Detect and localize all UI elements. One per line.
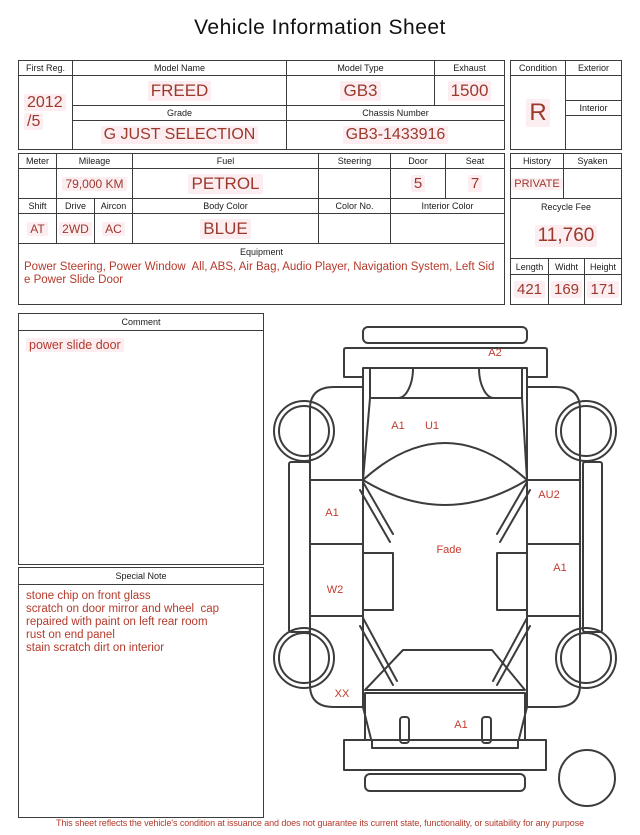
special-note-line: repaired with paint on left rear room: [26, 615, 208, 628]
height-label: Height: [585, 259, 621, 275]
meter-label: Meter: [19, 154, 57, 169]
history-label: History: [511, 154, 564, 169]
damage-label: A1: [391, 420, 405, 432]
model-type-value: GB3: [287, 76, 435, 106]
spec-table: [18, 153, 505, 305]
side-window-right: [497, 553, 527, 610]
damage-label: AU2: [538, 489, 560, 501]
interior-value: [566, 116, 621, 149]
wheel-front-left-inner: [279, 406, 329, 456]
first-reg-value: [19, 76, 73, 149]
door-value: 5: [391, 169, 446, 199]
height-value: 171: [585, 275, 621, 304]
mileage-label: Mileage: [57, 154, 133, 169]
exhaust-label: Exhaust: [435, 61, 504, 76]
syaken-value: [564, 169, 621, 199]
grade-label: Grade: [73, 106, 287, 121]
wheel-front-right-inner: [561, 406, 611, 456]
meter-value: [19, 169, 57, 199]
damage-label: Fade: [436, 544, 462, 556]
left-sill: [289, 462, 310, 632]
wheel-rear-left: [274, 628, 334, 688]
comment-text: power slide door: [26, 338, 124, 352]
steering-value: [319, 169, 391, 199]
rear-bumper-bottom-strip: [365, 774, 525, 791]
condition-label: Condition: [511, 61, 566, 76]
spare-wheel: [559, 750, 615, 806]
color-no-label: Color No.: [319, 199, 391, 214]
door-label: Door: [391, 154, 446, 169]
a-pillar-left: [360, 482, 393, 542]
width-value: 169: [549, 275, 585, 304]
shift-value: AT: [19, 214, 57, 244]
fuel-value: PETROL: [133, 169, 319, 199]
special-note-line: rust on end panel: [26, 628, 115, 641]
damage-label: A1: [325, 507, 339, 519]
headlight-left: [398, 368, 413, 398]
special-note-line: stone chip on front glass: [26, 590, 151, 602]
grade-value: G JUST SELECTION: [73, 121, 287, 149]
rear-bumper: [344, 740, 546, 770]
special-note-label: Special Note: [19, 568, 263, 585]
rear-hatch: [365, 693, 525, 740]
equipment-label: Equipment: [239, 246, 284, 257]
wheel-front-left: [274, 401, 334, 461]
vehicle-id-table: [18, 60, 505, 150]
front-bumper-top-strip: [363, 327, 527, 343]
width-label: Widht: [549, 259, 585, 275]
seat-label: Seat: [446, 154, 504, 169]
front-bumper: [344, 348, 547, 377]
wheel-rear-left-inner: [279, 633, 329, 683]
fuel-label: Fuel: [133, 154, 319, 169]
history-box: [510, 153, 622, 305]
headlight-right: [479, 368, 494, 398]
syaken-label: Syaken: [564, 154, 621, 169]
damage-label: A1: [553, 562, 567, 574]
shift-label: Shift: [19, 199, 57, 214]
length-value: 421: [511, 275, 549, 304]
windshield: [363, 443, 527, 505]
model-name-value: FREED: [73, 76, 287, 106]
exterior-value: [566, 76, 621, 101]
aircon-value: AC: [95, 214, 133, 244]
condition-box: [510, 60, 622, 150]
interior-color-label: Interior Color: [391, 199, 504, 214]
seat-value: 7: [446, 169, 504, 199]
body-color-label: Body Color: [133, 199, 319, 214]
first-reg-label: First Reg.: [19, 61, 73, 76]
mileage-value: 79,000 KM: [57, 169, 133, 199]
damage-label: W2: [326, 584, 344, 596]
front-fender-lines: [363, 398, 527, 480]
left-side-panel: [310, 387, 363, 707]
exterior-label: Exterior: [566, 61, 621, 76]
drive-label: Drive: [57, 199, 95, 214]
a-pillar-right: [497, 482, 530, 542]
car-diagram: [272, 312, 628, 810]
special-note-box: [18, 567, 264, 818]
recycle-fee-label: Recycle Fee: [540, 201, 592, 212]
comment-label: Comment: [19, 314, 263, 331]
rear-window: [365, 650, 525, 690]
comment-box: [18, 313, 264, 565]
equipment-value: Power Steering, Power Window All, ABS, Air Bag, Audio Player, Navigation System, Left Side Power Slide Door: [24, 261, 495, 287]
steering-label: Steering: [319, 154, 391, 169]
page-title: Vehicle Information Sheet: [194, 16, 446, 39]
damage-label: XX: [334, 688, 350, 700]
chassis-number-label: Chassis Number: [287, 106, 504, 121]
exhaust-value: 1500: [435, 76, 504, 106]
model-name-label: Model Name: [73, 61, 287, 76]
wheel-rear-right: [556, 628, 616, 688]
length-label: Length: [511, 259, 549, 275]
history-value: PRIVATE: [511, 169, 564, 199]
special-note-line: stain scratch dirt on interior: [26, 641, 165, 654]
recycle-fee-value: 11,760: [511, 214, 621, 259]
right-sill: [583, 462, 602, 632]
model-type-label: Model Type: [287, 61, 435, 76]
right-side-panel: [527, 387, 580, 707]
damage-label: A2: [488, 347, 502, 359]
first-reg-month: /5: [24, 113, 72, 131]
damage-label: U1: [424, 420, 440, 432]
first-reg-year: 2012: [24, 94, 72, 112]
wheel-rear-right-inner: [561, 633, 611, 683]
side-window-left: [363, 553, 393, 610]
chassis-number-value: GB3-1433916: [287, 121, 504, 149]
body-color-value: BLUE: [133, 214, 319, 244]
condition-value: R: [511, 76, 566, 149]
disclaimer-text: This sheet reflects the vehicle's condition at issuance and does not guarantee its current state, functionality, or suitability for any purpose: [55, 818, 585, 828]
interior-label: Interior: [566, 101, 621, 116]
color-no-value: [319, 214, 391, 244]
interior-color-value: [391, 214, 504, 244]
aircon-label: Aircon: [95, 199, 133, 214]
hood-outline: [370, 368, 522, 398]
drive-value: 2WD: [57, 214, 95, 244]
wheel-front-right: [556, 401, 616, 461]
special-note-line: scratch on door mirror and wheel cap: [26, 602, 220, 615]
damage-label: A1: [454, 719, 468, 731]
